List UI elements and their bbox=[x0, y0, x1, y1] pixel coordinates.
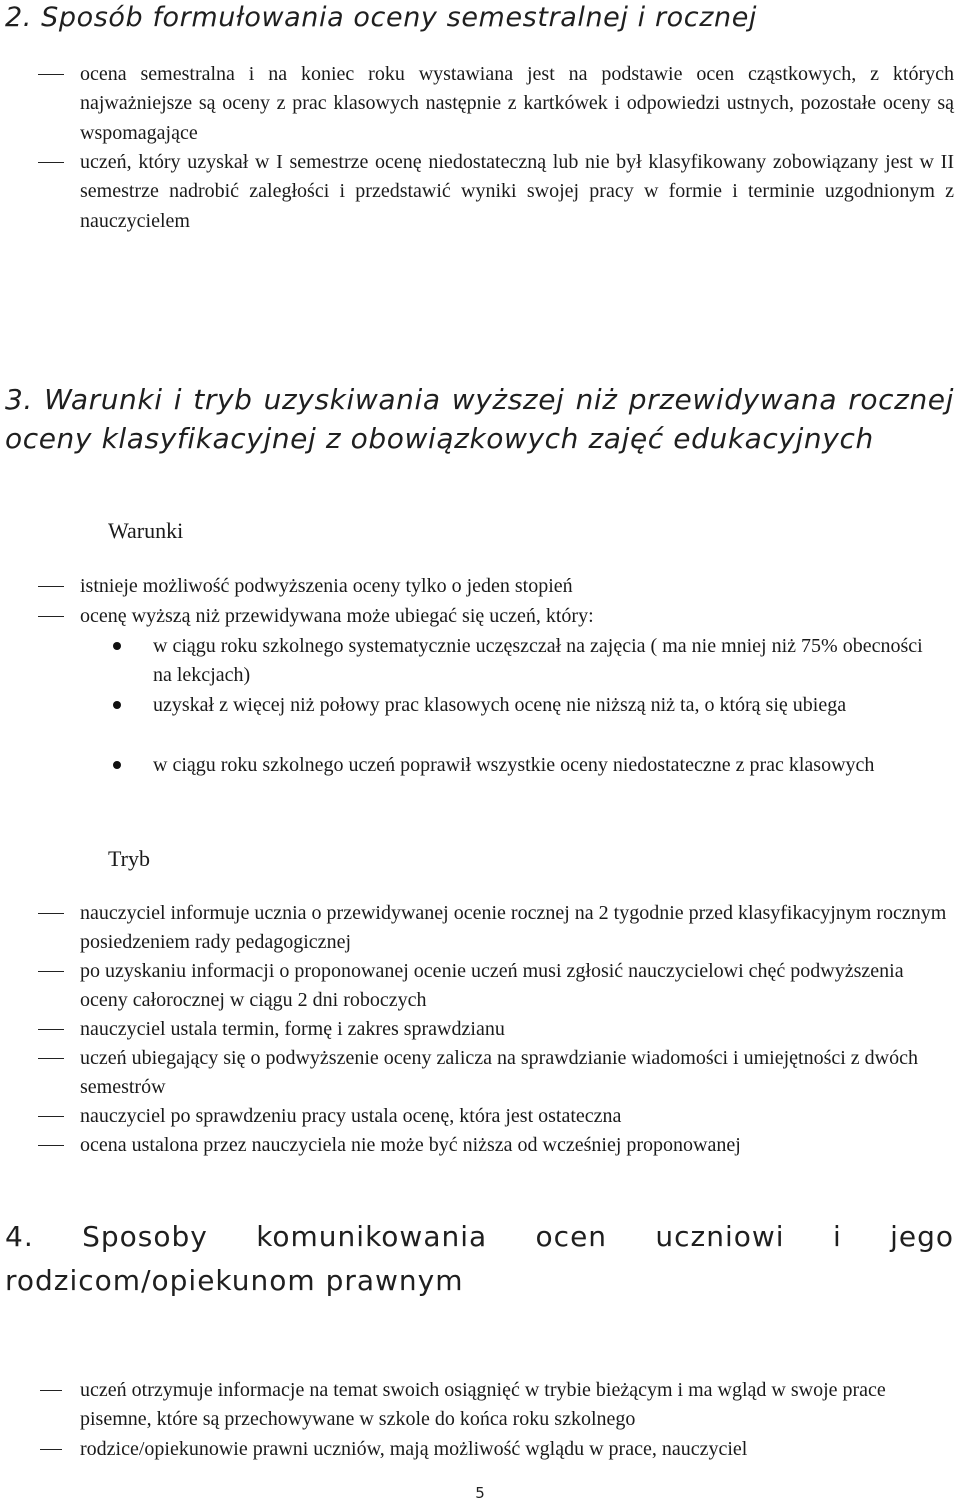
tryb-item-2-text: po uzyskaniu informacji o proponowanej ocenie uczeń musi zgłosić nauczycielowi chęć podwyższenia oceny całorocznej w ciągu 2 dni roboczych bbox=[80, 960, 904, 1012]
section-4-heading: 4. Sposoby komunikowania ocen uczniowi i jego rodzicom/opiekunom prawnym bbox=[5, 1220, 954, 1297]
tryb-item-4 bbox=[80, 1044, 954, 1103]
dash-marker bbox=[38, 1145, 64, 1146]
tryb-item-4-text: uczeń ubiegający się o podwyższenie oceny zalicza na sprawdzianie wiadomości i umiejętności z dwóch semestrów bbox=[80, 1047, 918, 1099]
section-2-item-2-text: uczeń, który uzyskał w I semestrze ocenę niedostateczną lub nie był klasyfikowany zobowiązany jest w II semestrze nadrobić zaległości i przedstawić wyniki swojej pracy w formie i terminie uzgodnionym z nauczycielem bbox=[80, 151, 954, 232]
dash-marker bbox=[38, 1029, 64, 1030]
page-number: 5 bbox=[475, 1484, 485, 1502]
section-3-heading: 3. Warunki i tryb uzyskiwania wyższej niż przewidywana rocznej oceny klasyfikacyjnej z obowiązkowych zajęć edukacyjnych bbox=[5, 383, 954, 455]
warunki-item-2-text: ocenę wyższą niż przewidywana może ubiegać się uczeń, który: bbox=[80, 605, 594, 627]
dash-marker bbox=[38, 586, 64, 587]
warunki-label: Warunki bbox=[108, 518, 184, 543]
section-4-item-2 bbox=[80, 1435, 954, 1464]
tryb-item-1 bbox=[80, 899, 954, 958]
tryb-item-2 bbox=[80, 957, 954, 1016]
tryb-item-1-text: nauczyciel informuje ucznia o przewidywanej ocenie rocznej na 2 tygodnie przed klasyfikacyjnym rocznym posiedzeniem rady pedagogicznej bbox=[80, 902, 947, 954]
dash-marker bbox=[38, 74, 64, 75]
tryb-item-3-text: nauczyciel ustala termin, formę i zakres sprawdzianu bbox=[80, 1018, 505, 1040]
warunki-bullet-2-text: uzyskał z więcej niż połowy prac klasowych ocenę nie niższą niż ta, o którą się ubiega bbox=[153, 694, 847, 716]
dash-marker bbox=[40, 1449, 62, 1450]
warunki-item-2 bbox=[80, 602, 954, 631]
bullet-marker bbox=[113, 701, 121, 709]
warunki-item-1 bbox=[80, 572, 954, 601]
tryb-item-3 bbox=[80, 1015, 954, 1044]
bullet-marker bbox=[113, 761, 121, 769]
section-2-item-2 bbox=[80, 148, 954, 236]
dash-marker bbox=[40, 1390, 62, 1391]
warunki-bullet-1-text: w ciągu roku szkolnego systematycznie uczęszczał na zajęcia ( ma nie mniej niż 75% obecności na lekcjach) bbox=[153, 635, 923, 687]
tryb-item-6 bbox=[80, 1131, 954, 1160]
section-4-item-1 bbox=[80, 1376, 954, 1435]
warunki-bullet-2 bbox=[153, 691, 943, 720]
warunki-bullet-3 bbox=[153, 751, 943, 780]
dash-marker bbox=[38, 1116, 64, 1117]
section-2-item-1-text: ocena semestralna i na koniec roku wystawiana jest na podstawie ocen cząstkowych, z których najważniejsze są oceny z prac klasowych następnie z kartkówek i odpowiedzi ustnych, pozostałe oceny są wspomagające bbox=[80, 63, 954, 144]
section-4-item-2-text: rodzice/opiekunowie prawni uczniów, mają możliwość wglądu w prace, nauczyciel bbox=[80, 1438, 748, 1460]
dash-marker bbox=[38, 971, 64, 972]
dash-marker bbox=[38, 1058, 64, 1059]
section-4-item-1-text: uczeń otrzymuje informacje na temat swoich osiągnięć w trybie bieżącym i ma wgląd w swoje prace pisemne, które są przechowywane w szkole do końca roku szkolnego bbox=[80, 1379, 886, 1431]
dash-marker bbox=[38, 162, 64, 163]
tryb-item-5-text: nauczyciel po sprawdzeniu pracy ustala ocenę, która jest ostateczna bbox=[80, 1105, 622, 1127]
dash-marker bbox=[38, 616, 64, 617]
bullet-marker bbox=[113, 642, 121, 650]
warunki-bullet-3-text: w ciągu roku szkolnego uczeń poprawił wszystkie oceny niedostateczne z prac klasowych bbox=[153, 754, 875, 776]
section-2-heading: 2. Sposób formułowania oceny semestralnej i rocznej bbox=[5, 2, 758, 33]
warunki-item-1-text: istnieje możliwość podwyższenia oceny tylko o jeden stopień bbox=[80, 575, 573, 597]
warunki-bullet-1 bbox=[153, 632, 943, 691]
tryb-label: Tryb bbox=[108, 846, 150, 871]
tryb-item-5 bbox=[80, 1102, 954, 1131]
dash-marker bbox=[38, 913, 64, 914]
section-2-item-1 bbox=[80, 60, 954, 148]
tryb-item-6-text: ocena ustalona przez nauczyciela nie może być niższa od wcześniej proponowanej bbox=[80, 1134, 741, 1156]
